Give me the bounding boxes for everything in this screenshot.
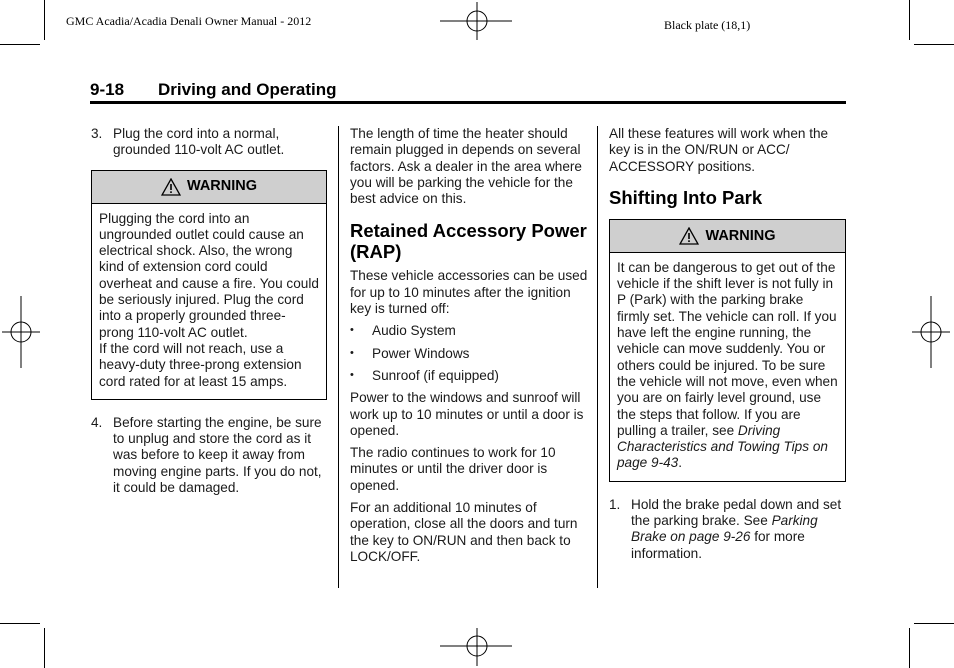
step-text: Plug the cord into a normal, grounded 110-volt AC outlet. <box>113 126 285 158</box>
section-header <box>90 80 337 100</box>
list-item <box>609 497 846 562</box>
list-item <box>91 415 327 496</box>
warning-box <box>609 219 846 482</box>
column-1 <box>91 126 327 496</box>
step-number: 1. <box>609 496 621 512</box>
paragraph: The radio continues to work for 10 minutes or until the driver door is opened. <box>350 445 556 493</box>
step-text-end: for more information. <box>631 529 805 561</box>
step-text-main: Hold the brake pedal down and set the parking brake. See <box>631 496 842 529</box>
bullet-text: Audio System <box>372 323 456 339</box>
crop-mark <box>44 0 45 40</box>
registration-mark-icon <box>440 0 516 44</box>
warning-header <box>92 171 326 204</box>
warning-body <box>92 204 326 399</box>
crop-mark <box>0 44 40 45</box>
section-heading: Shifting Into Park <box>609 186 763 208</box>
bullet-icon: • <box>350 368 354 381</box>
warning-header <box>610 220 845 253</box>
registration-mark-icon <box>0 296 44 372</box>
warning-label: WARNING <box>186 178 258 195</box>
section-heading: Retained Accessory Power (RAP) <box>350 220 587 263</box>
manual-title: GMC Acadia/Acadia Denali Owner Manual - 2012 <box>66 14 312 28</box>
bullet-icon: • <box>350 324 354 337</box>
crop-mark <box>44 628 45 668</box>
paragraph: Power to the windows and sunroof will work up to 10 minutes or until a door is opened. <box>350 390 584 438</box>
warning-icon <box>679 227 699 245</box>
paragraph: All these features will work when the key is in the ON/RUN or ACC/ ACCESSORY positions. <box>609 126 829 174</box>
crop-mark <box>914 623 954 624</box>
crop-mark <box>0 623 40 624</box>
step-number: 4. <box>91 414 103 430</box>
bullet-text: Sunroof (if equipped) <box>372 367 499 383</box>
warning-box <box>91 170 327 400</box>
step-number: 3. <box>91 126 103 141</box>
column-3 <box>609 126 846 562</box>
registration-mark-icon <box>910 296 954 372</box>
bullet-item <box>350 368 588 384</box>
bullet-icon: • <box>350 346 354 359</box>
warning-text-end: . <box>678 455 683 471</box>
step-text <box>631 497 841 561</box>
bullet-item <box>350 346 588 362</box>
warning-body <box>610 253 845 481</box>
plate-label: Black plate (18,1) <box>664 18 751 32</box>
column-divider <box>597 126 598 588</box>
page-number: 9-18 <box>90 80 125 99</box>
warning-text: If the cord will not reach, use a heavy-duty three-prong extension cord rated for at least 15 amps. <box>99 340 302 389</box>
cross-reference: Driving Characteristics and Towing Tips on page 9-43 <box>617 422 828 471</box>
bullet-item <box>350 323 588 339</box>
step-text: Before starting the engine, be sure to unplug and store the cord as it was before to keep it away from moving engine parts. If you do not, it could be damaged. <box>113 414 322 496</box>
paragraph: The length of time the heater should remain plugged in depends on several factors. Ask a dealer in the area where you will be parking the vehicle for the best advice on this. <box>350 126 582 207</box>
warning-text: Plugging the cord into an ungrounded outlet could cause an electrical shock. Also, the wrong kind of extension cord could overheat and cause a fire. You could be seriously injured. Plug the cord into a properly grounded three-prong 110-volt AC outlet. <box>99 210 319 340</box>
list-item <box>91 126 327 159</box>
crop-mark <box>909 628 910 668</box>
column-2 <box>350 126 588 565</box>
section-rule <box>90 101 846 104</box>
warning-text <box>617 260 838 472</box>
registration-mark-icon <box>440 626 516 668</box>
warning-icon <box>161 178 181 196</box>
cross-reference: Parking Brake on page 9-26 <box>631 513 818 545</box>
section-title: Driving and Operating <box>158 80 337 99</box>
warning-label: WARNING <box>705 227 776 244</box>
paragraph: These vehicle accessories can be used for up to 10 minutes after the ignition key is turned off: <box>350 268 588 317</box>
warning-text-main: It can be dangerous to get out of the vehicle if the shift lever is not fully in P (Park) with the parking brake firmly set. The vehicle can roll. If you have left the engine running, the vehicle can move suddenly. You or others could be injured. To be sure the vehicle will not move, even when you are on fairly level ground, use the steps that follow. If you are pulling a trailer, see <box>617 259 838 438</box>
bullet-text: Power Windows <box>372 345 470 361</box>
crop-mark <box>914 44 954 45</box>
column-divider <box>338 126 339 588</box>
paragraph: For an additional 10 minutes of operation, close all the doors and turn the key to ON/RUN and then back to LOCK/OFF. <box>350 500 578 564</box>
crop-mark <box>909 0 910 40</box>
